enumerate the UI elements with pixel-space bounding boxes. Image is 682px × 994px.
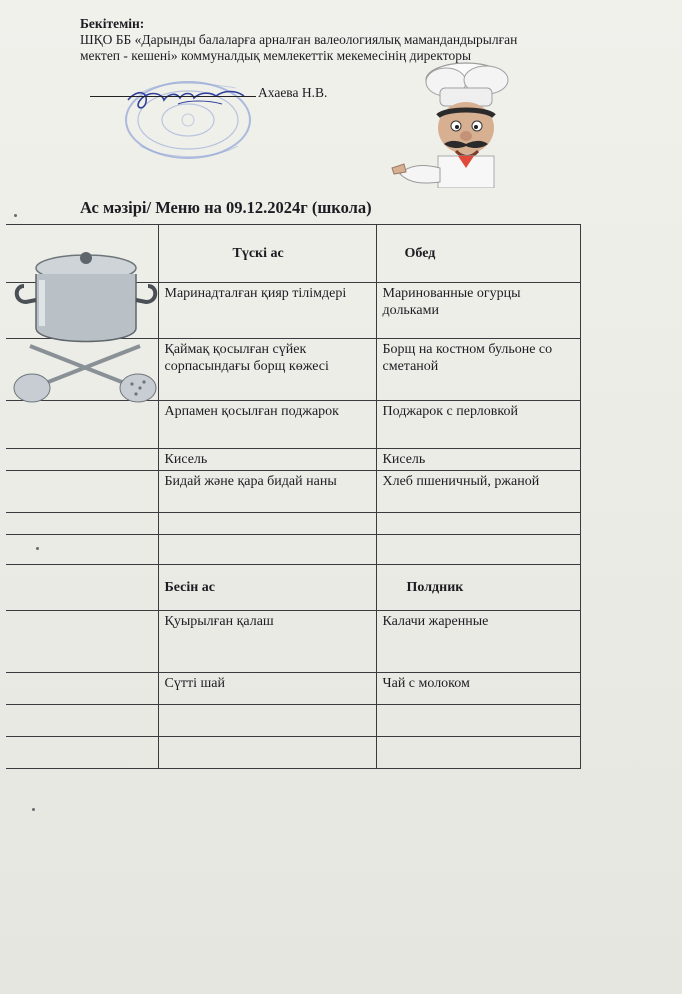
dish-kz: Бидай және қара бидай наны bbox=[158, 471, 376, 513]
cooking-pot-icon bbox=[10, 246, 160, 408]
dish-kz: Қаймақ қосылған сүйек сорпасындағы борщ көжесі bbox=[158, 339, 376, 401]
empty-cell bbox=[158, 535, 376, 565]
menu-title: Ас мәзірі/ Меню на 09.12.2024г (школа) bbox=[80, 198, 372, 217]
signature-line bbox=[90, 96, 256, 97]
table-blank-cell bbox=[6, 611, 158, 673]
dish-kz: Арпамен қосылған поджарок bbox=[158, 401, 376, 449]
snack-header-ru: Полдник bbox=[376, 565, 580, 611]
table-blank-cell bbox=[6, 565, 158, 611]
dish-kz: Кисель bbox=[158, 449, 376, 471]
dish-ru: Калачи жаренные bbox=[376, 611, 580, 673]
empty-cell bbox=[376, 535, 580, 565]
approval-block bbox=[80, 16, 640, 64]
table-row-empty bbox=[6, 513, 580, 535]
dish-ru: Чай с молоком bbox=[376, 673, 580, 705]
table-blank-cell bbox=[6, 673, 158, 705]
dish-kz: Маринадталған қияр тілімдері bbox=[158, 283, 376, 339]
table-blank-cell bbox=[6, 535, 158, 565]
dish-kz: Сүтті шай bbox=[158, 673, 376, 705]
table-blank-cell bbox=[6, 737, 158, 769]
table-row-empty bbox=[6, 705, 580, 737]
table-row bbox=[6, 673, 580, 705]
table-row bbox=[6, 471, 580, 513]
dish-kz: Қуырылған қалаш bbox=[158, 611, 376, 673]
table-blank-cell bbox=[6, 449, 158, 471]
approval-title: Бекітемін: bbox=[80, 16, 145, 31]
table-blank-cell bbox=[6, 705, 158, 737]
table-row bbox=[6, 449, 580, 471]
official-stamp-icon bbox=[118, 80, 268, 162]
dish-ru: Борщ на костном бульоне со сметаной bbox=[376, 339, 580, 401]
empty-cell bbox=[158, 737, 376, 769]
lunch-header-kz: Түскі ас bbox=[158, 225, 376, 283]
dish-ru: Хлеб пшеничный, ржаной bbox=[376, 471, 580, 513]
empty-cell bbox=[158, 513, 376, 535]
dish-ru: Маринованные огурцы дольками bbox=[376, 283, 580, 339]
snack-header-row bbox=[6, 565, 580, 611]
table-row bbox=[6, 611, 580, 673]
table-blank-cell bbox=[6, 471, 158, 513]
table-row-empty bbox=[6, 535, 580, 565]
director-name: Ахаева Н.В. bbox=[258, 85, 328, 100]
snack-header-kz: Бесін ас bbox=[158, 565, 376, 611]
empty-cell bbox=[376, 737, 580, 769]
empty-cell bbox=[376, 513, 580, 535]
paper-speck bbox=[36, 547, 39, 550]
approval-line-2: мектеп - кешені» коммуналдық мемлекеттік мекемесінің директоры bbox=[80, 48, 472, 63]
approval-line-1: ШҚО ББ «Дарынды балаларға арналған валеологиялық мамандандырылған bbox=[80, 32, 518, 47]
chef-illustration-icon bbox=[388, 56, 538, 188]
table-row-empty bbox=[6, 737, 580, 769]
lunch-header-ru: Обед bbox=[376, 225, 580, 283]
empty-cell bbox=[158, 705, 376, 737]
paper-speck bbox=[14, 214, 17, 217]
dish-ru: Поджарок с перловкой bbox=[376, 401, 580, 449]
paper-speck bbox=[32, 808, 35, 811]
table-blank-cell bbox=[6, 513, 158, 535]
dish-ru: Кисель bbox=[376, 449, 580, 471]
empty-cell bbox=[376, 705, 580, 737]
